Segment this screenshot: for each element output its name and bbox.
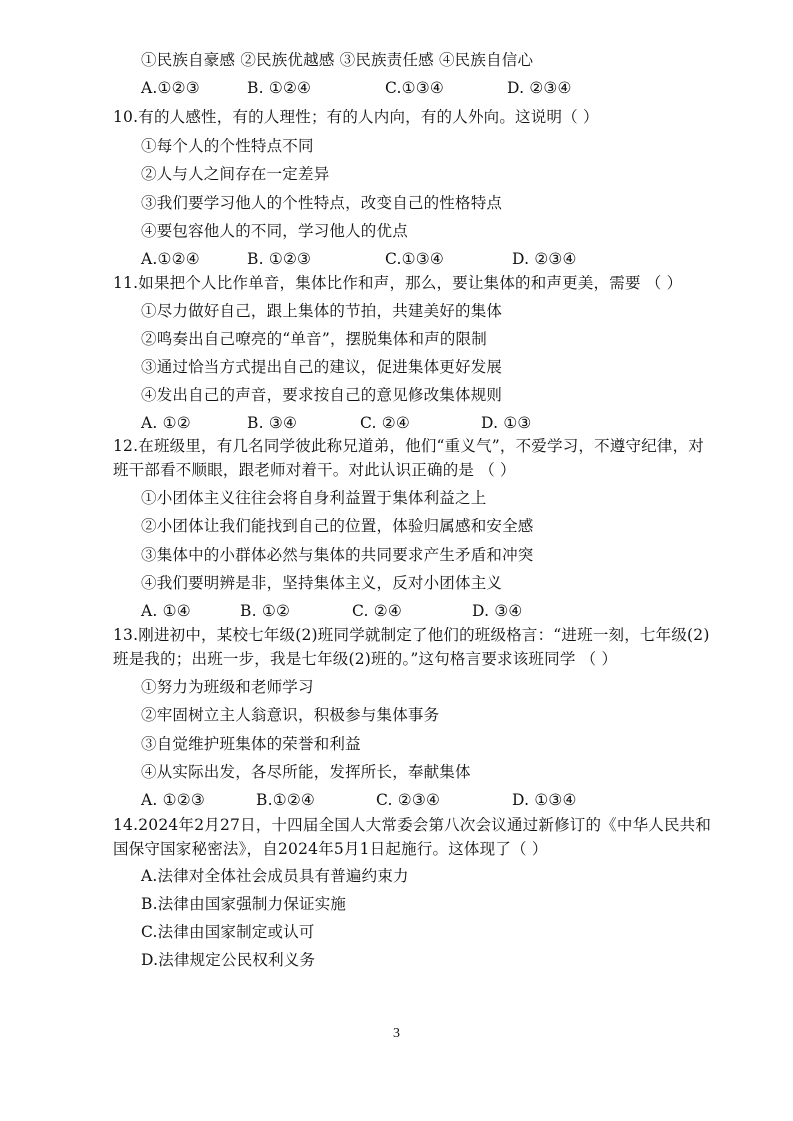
q12-statement-3: ③集体中的小群体必然与集体的共同要求产生矛盾和冲突	[141, 546, 534, 564]
q12-statement-2: ②小团体让我们能找到自己的位置，体验归属感和安全感	[141, 517, 534, 535]
q9-option-d[interactable]: D. ②③④	[507, 79, 572, 97]
q10-option-c[interactable]: C.①③④	[385, 250, 444, 268]
q11-statement-1: ①尽力做好自己，跟上集体的节拍，共建美好的集体	[141, 302, 503, 320]
q13-option-b[interactable]: B.①②④	[256, 791, 316, 809]
q12-statement-1: ①小团体主义往往会将自身利益置于集体利益之上	[141, 489, 487, 507]
q13-option-d[interactable]: D. ①③④	[512, 791, 577, 809]
q13-statement-2: ②牢固树立主人翁意识，积极参与集体事务	[141, 706, 440, 724]
q13-stem-line-2: 班是我的；出班一步，我是七年级(2)班的。”这句格言要求该班同学 （ ）	[113, 650, 618, 668]
q11-option-b[interactable]: B. ③④	[247, 414, 298, 432]
q13-statement-4: ④从实际出发，各尽所能，发挥所长，奉献集体	[141, 763, 471, 781]
q10-stem: 10.有的人感性，有的人理性；有的人内向，有的人外向。这说明（ ）	[113, 108, 599, 126]
q12-option-a[interactable]: A. ①④	[141, 602, 191, 620]
q11-statement-4: ④发出自己的声音，要求按自己的意见修改集体规则	[141, 386, 503, 404]
q11-statement-2: ②鸣奏出自己嘹亮的“单音”，摆脱集体和声的限制	[141, 330, 487, 348]
q10-statement-2: ②人与人之间存在一定差异	[141, 165, 330, 183]
page-number: 3	[393, 1026, 400, 1041]
q11-option-a[interactable]: A. ①②	[141, 414, 191, 432]
q13-option-a[interactable]: A. ①②③	[141, 791, 205, 809]
q11-statement-3: ③通过恰当方式提出自己的建议，促进集体更好发展	[141, 358, 503, 376]
q9-option-b[interactable]: B. ①②④	[247, 79, 312, 97]
q12-option-b[interactable]: B. ①②	[240, 602, 291, 620]
q13-statement-1: ①努力为班级和老师学习	[141, 678, 314, 696]
q12-stem-line-1: 12.在班级里，有几名同学彼此称兄道弟，他们“重义气”，不爱学习，不遵守纪律，对	[113, 437, 705, 455]
q14-option-a[interactable]: A.法律对全体社会成员具有普遍约束力	[141, 867, 409, 885]
q12-stem-line-2: 班干部看不顺眼，跟老师对着干。对此认识正确的是 （ ）	[113, 461, 516, 479]
q9-statements: ①民族自豪感 ②民族优越感 ③民族责任感 ④民族自信心	[141, 51, 534, 69]
q14-stem-line-2: 国保守国家秘密法》，自2024年5月1日起施行。这体现了（ ）	[113, 840, 548, 858]
q12-option-d[interactable]: D. ③④	[472, 602, 523, 620]
q10-statement-1: ①每个人的个性特点不同	[141, 137, 314, 155]
q13-stem-line-1: 13.刚进初中，某校七年级(2)班同学就制定了他们的班级格言：“进班一刻，七年级(2)	[113, 626, 710, 644]
q10-option-a[interactable]: A.①②④	[141, 250, 200, 268]
q10-statement-4: ④要包容他人的不同，学习他人的优点	[141, 222, 408, 240]
q14-option-c[interactable]: C.法律由国家制定或认可	[141, 923, 315, 941]
q13-option-c[interactable]: C. ②③④	[376, 791, 441, 809]
q10-option-d[interactable]: D. ②③④	[512, 250, 577, 268]
q11-stem: 11.如果把个人比作单音，集体比作和声，那么，要让集体的和声更美，需要 （ ）	[113, 274, 683, 292]
q11-option-c[interactable]: C. ②④	[360, 414, 410, 432]
q14-option-b[interactable]: B.法律由国家强制力保证实施	[141, 895, 347, 913]
q14-option-d[interactable]: D.法律规定公民权利义务	[141, 951, 316, 969]
q12-option-c[interactable]: C. ②④	[352, 602, 402, 620]
q14-stem-line-1: 14.2024年2月27日，十四届全国人大常委会第八次会议通过新修订的《中华人民共和	[113, 816, 712, 834]
q10-option-b[interactable]: B. ①②③	[247, 250, 312, 268]
q9-option-c[interactable]: C.①③④	[385, 79, 444, 97]
q11-option-d[interactable]: D. ①③	[481, 414, 532, 432]
q10-statement-3: ③我们要学习他人的个性特点，改变自己的性格特点	[141, 194, 503, 212]
q9-option-a[interactable]: A.①②③	[141, 79, 200, 97]
q12-statement-4: ④我们要明辨是非，坚持集体主义，反对小团体主义	[141, 574, 503, 592]
q13-statement-3: ③自觉维护班集体的荣誉和利益	[141, 735, 361, 753]
